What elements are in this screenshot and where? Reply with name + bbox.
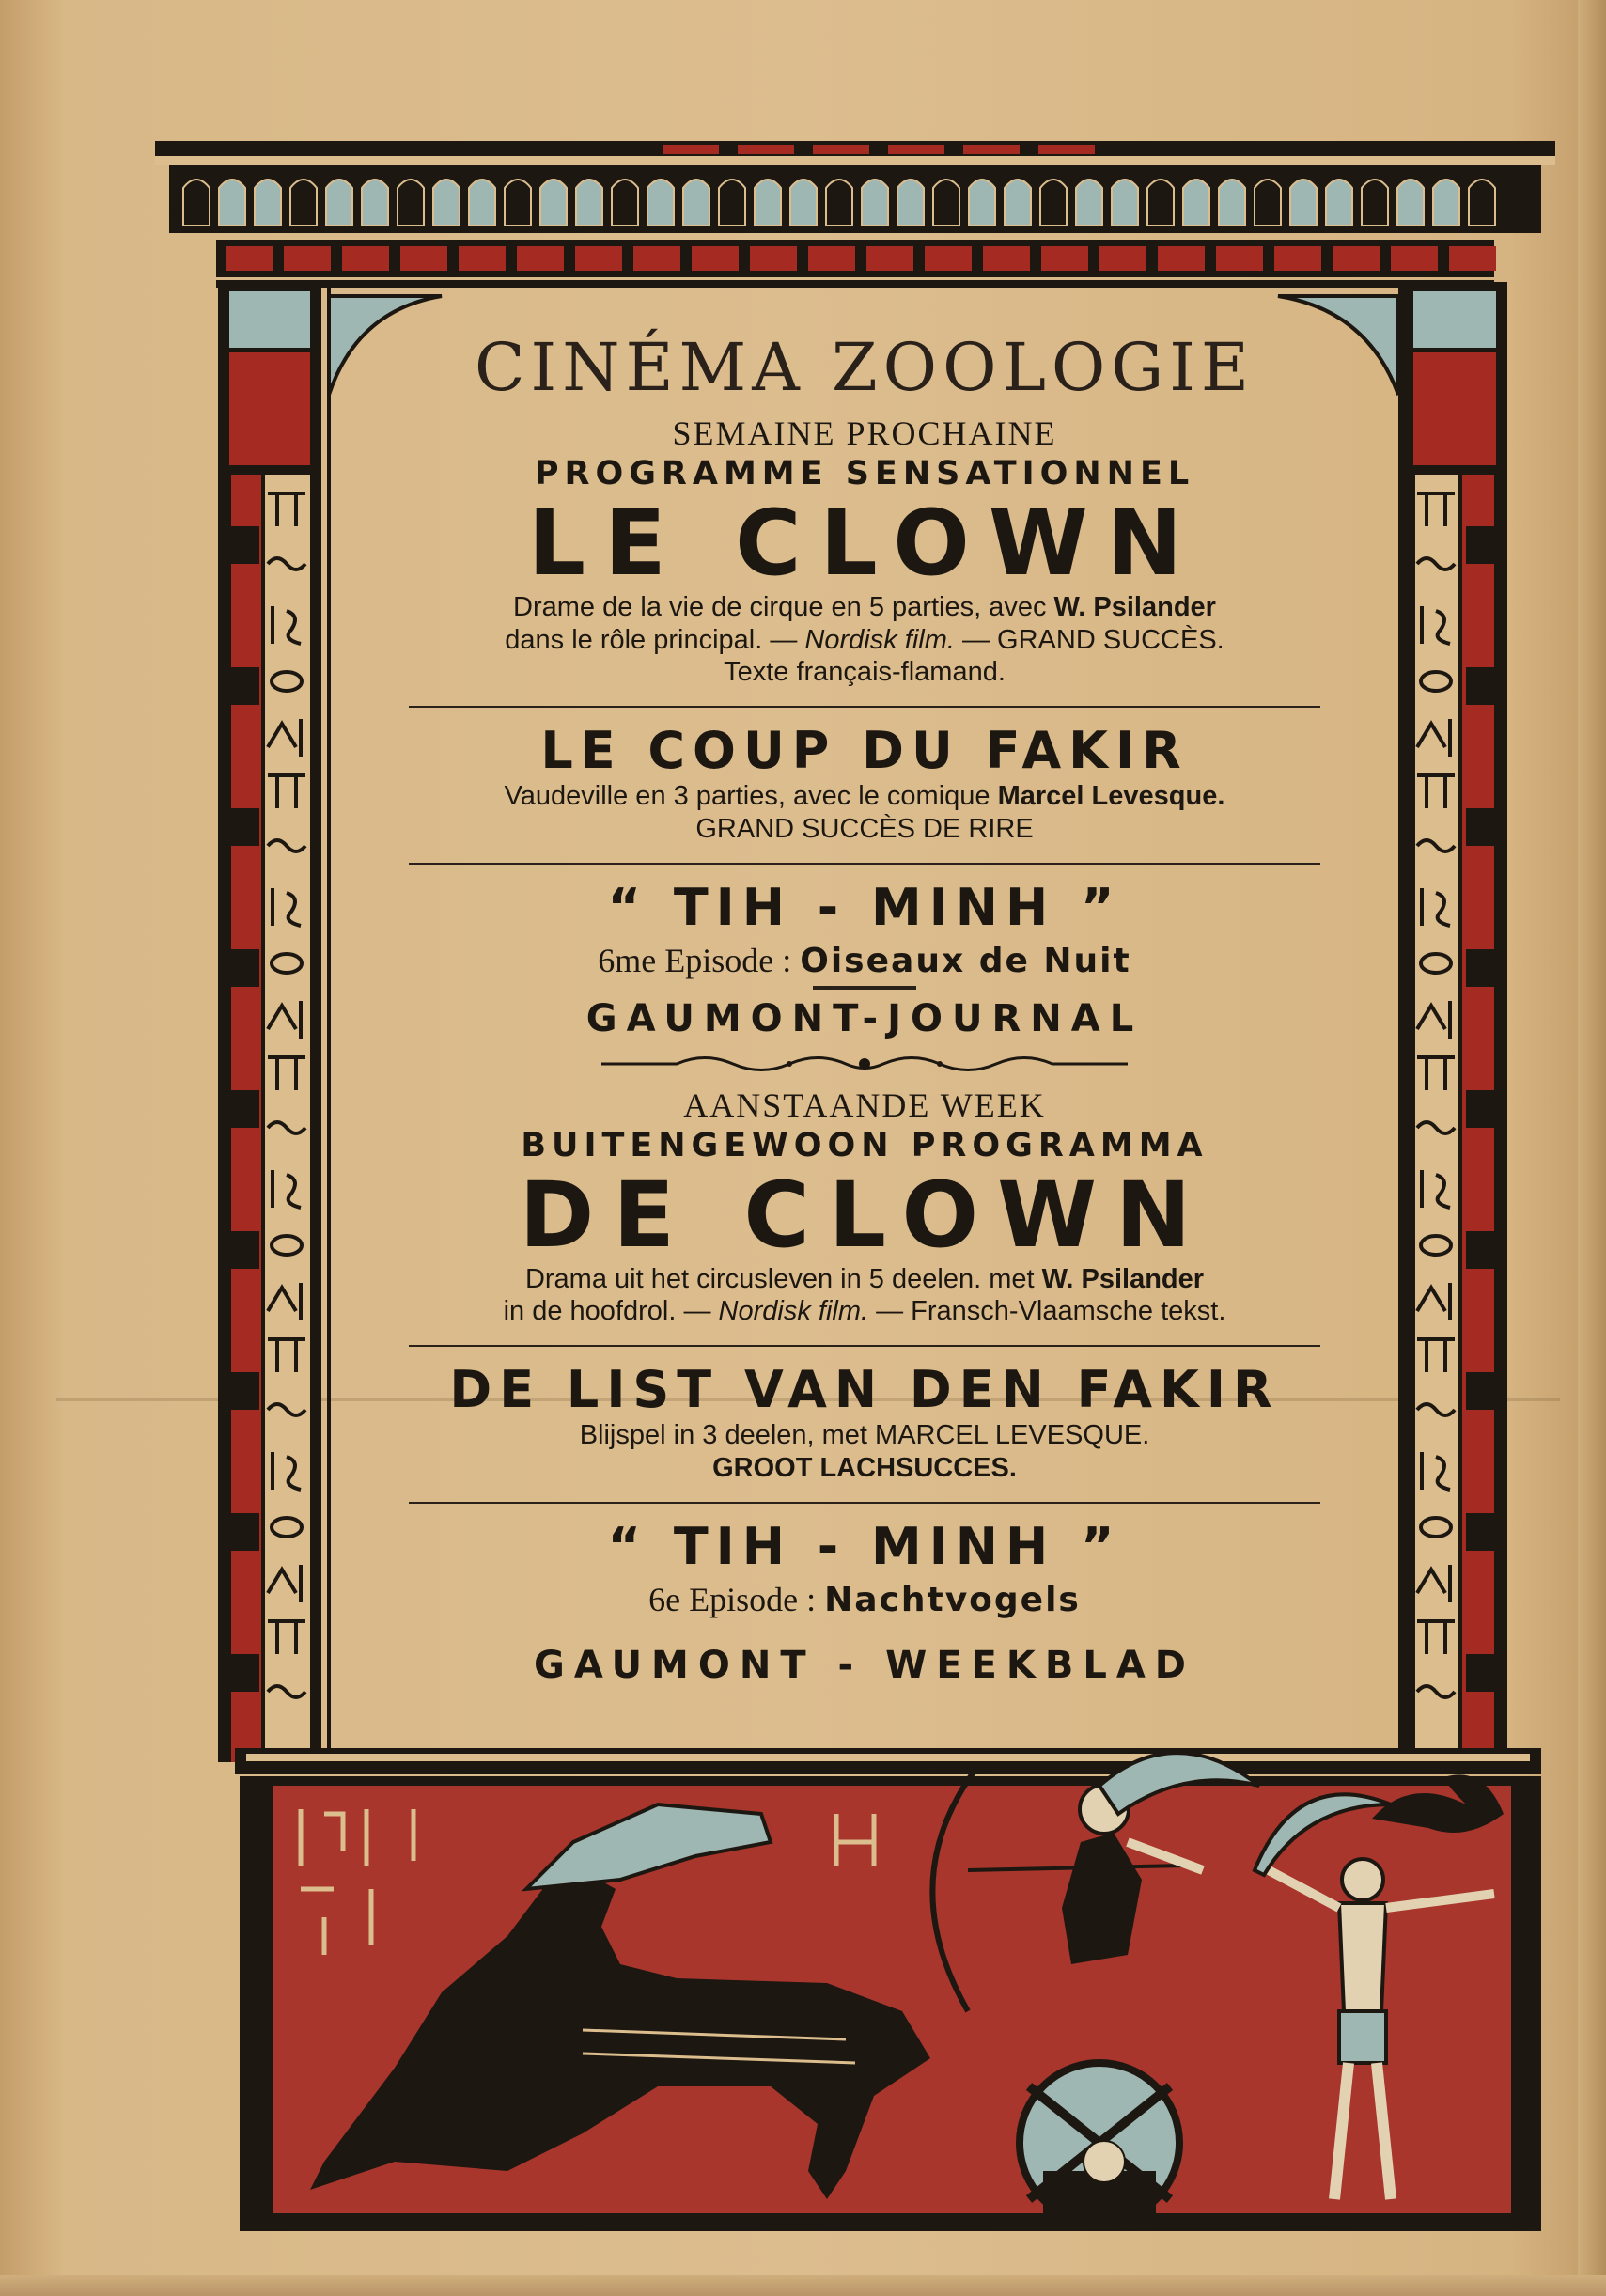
nl-serial-episode: 6e Episode : Nachtvogels	[648, 1580, 1081, 1619]
divider-rule	[409, 863, 1320, 865]
nl-second-description	[338, 1419, 1391, 1485]
nl-serial-title: “ TIH - MINH ”	[607, 1516, 1122, 1576]
nl-feature-title: DE CLOWN	[519, 1162, 1210, 1268]
fr-serial-title: “ TIH - MINH ”	[607, 877, 1122, 937]
text-panel	[338, 310, 1391, 1692]
fr-serial-episode: 6me Episode : Oiseaux de Nuit	[598, 941, 1131, 980]
ornament-flourish-icon	[601, 1050, 1128, 1078]
divider-rule	[409, 1345, 1320, 1347]
nl-feature-desc-line-1: Drama uit het circusleven in 5 deelen. met W. Psilander	[524, 1263, 1205, 1294]
fr-second-description	[338, 780, 1391, 846]
nl-second-desc-line-1: Blijspel in 3 deelen, met MARCEL LEVESQUE.	[579, 1420, 1150, 1451]
fr-second-title: LE COUP DU FAKIR	[540, 721, 1189, 781]
nl-second-desc-line-2: GROOT LACHSUCCES.	[712, 1452, 1017, 1483]
fr-programme-label: PROGRAMME SENSATIONNEL	[534, 455, 1195, 492]
fr-feature-description	[338, 591, 1391, 689]
nl-second-title: DE LIST VAN DEN FAKIR	[449, 1360, 1280, 1420]
nl-newsreel: GAUMONT - WEEKBLAD	[534, 1643, 1195, 1687]
illustration-panel	[240, 1753, 1541, 2231]
nl-feature-desc-line-2: in de hoofdrol. — Nordisk film. — Fransch-Vlaamsche tekst.	[503, 1296, 1226, 1327]
nl-week-label: AANSTAANDE WEEK	[683, 1086, 1046, 1124]
fr-newsreel: GAUMONT-JOURNAL	[585, 996, 1144, 1040]
nl-feature-description	[338, 1263, 1391, 1329]
nl-programme-label: BUITENGEWOON PROGRAMMA	[521, 1126, 1208, 1164]
fr-second-desc-line-2: GRAND SUCCÈS DE RIRE	[695, 813, 1034, 844]
fr-feature-desc-line-3: Texte français-flamand.	[724, 657, 1006, 688]
short-divider	[813, 986, 916, 990]
fr-second-desc-line-1: Vaudeville en 3 parties, avec le comique Marcel Levesque.	[504, 781, 1225, 812]
left-column	[218, 282, 321, 1762]
cornice	[155, 141, 1555, 288]
divider-rule	[409, 706, 1320, 708]
fr-feature-desc-line-2: dans le rôle principal. — Nordisk film. — GRAND SUCCÈS.	[505, 624, 1224, 655]
divider-rule	[409, 1502, 1320, 1504]
cinema-name: CINÉMA ZOOLOGIE	[475, 329, 1255, 406]
chariot-wheel-icon	[1020, 2063, 1179, 2223]
fr-feature-title: LE CLOWN	[527, 491, 1202, 596]
right-column	[1402, 282, 1507, 1762]
fr-feature-desc-line-1: Drame de la vie de cirque en 5 parties, avec W. Psilander	[513, 591, 1216, 622]
fr-week-label: SEMAINE PROCHAINE	[672, 414, 1057, 452]
